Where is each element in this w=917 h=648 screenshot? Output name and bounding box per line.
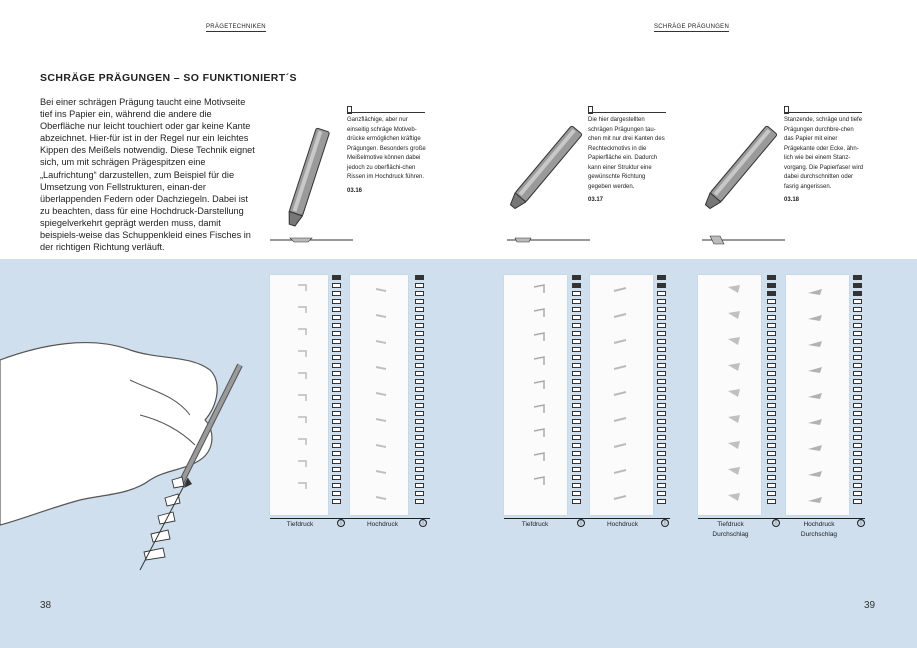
circle-t-icon: Ⓣ	[773, 520, 779, 526]
ruler-5	[766, 275, 777, 515]
caption-number: 03.18	[784, 197, 800, 203]
caption-number: 03.17	[588, 197, 604, 203]
chisel-tool-illustration-2	[505, 118, 595, 248]
baseline-rule-2	[504, 518, 670, 519]
paper-sample-hochdruck-1	[350, 275, 408, 515]
hand-holding-chisel-illustration	[0, 320, 250, 580]
caption-number: 03.16	[347, 187, 363, 194]
emboss-marks	[698, 275, 761, 515]
label-tiefdruck-1: Tiefdruck	[286, 521, 314, 528]
paper-sample-tiefdruck-1	[270, 275, 328, 515]
ruler-3	[571, 275, 582, 515]
page-number-right: 39	[864, 600, 876, 611]
baseline-rule-1	[270, 518, 430, 519]
caption-03-17	[588, 112, 668, 206]
page-number-left: 38	[40, 600, 52, 611]
caption-03-18	[784, 112, 864, 206]
chisel-tool-illustration-3	[700, 118, 790, 248]
label-line-2: Durchschlag	[712, 531, 749, 538]
paper-sample-tiefdruck-durchschlag	[698, 275, 761, 515]
running-head-right: SCHRÄGE PRÄGUNGEN	[654, 24, 730, 30]
paper-sample-hochdruck-2	[590, 275, 653, 515]
chisel-tool-illustration-1	[268, 118, 358, 248]
circle-t-icon: Ⓣ	[420, 520, 426, 526]
ruler-6	[852, 275, 863, 515]
emboss-marks	[786, 275, 849, 515]
running-head-left: PRÄGETECHNIKEN	[206, 24, 266, 30]
caption-rule	[588, 112, 666, 113]
circle-t-icon: Ⓣ	[858, 520, 864, 526]
label-hochdruck-durchschlag	[790, 521, 848, 538]
emboss-marks	[504, 275, 567, 515]
emboss-marks	[350, 275, 408, 515]
emboss-marks	[270, 275, 328, 515]
label-tiefdruck-2: Tiefdruck	[521, 521, 549, 528]
paper-sample-hochdruck-durchschlag	[786, 275, 849, 515]
label-line-1: Hochdruck	[803, 521, 835, 528]
ruler-2	[414, 275, 425, 515]
circle-t-icon: Ⓣ	[578, 520, 584, 526]
ruler-1	[331, 275, 342, 515]
caption-03-16	[347, 112, 427, 196]
label-hochdruck-2: Hochdruck	[606, 521, 639, 528]
caption-text: Ganzflächige, aber nur einseitig schräge Motiveb-drücke ermöglichen kräftige Prägungen. Besonders große Meißelmotive können dabei jedoch zu oberflächi-chen Rissen im Hochdruck führen.	[347, 117, 426, 180]
caption-rule	[347, 112, 425, 113]
ruler-4	[656, 275, 667, 515]
label-hochdruck-1: Hochdruck	[366, 521, 399, 528]
label-tiefdruck-durchschlag	[703, 521, 758, 538]
caption-text: Die hier dargestellten schrägen Prägungen tau-chen mit nur drei Kanten des Rechteckmotivs in die Papierfläche ein. Dadurch kann einer Struktur eine gewünschte Richtung gegeben werden.	[588, 117, 665, 190]
baseline-rule-3	[698, 518, 865, 519]
caption-rule	[784, 112, 862, 113]
caption-text: Stanzende, schräge und tiefe Prägungen durchbre-chen das Papier mit einer Prägekante oder Ecke, ähn-lich wie bei einem Stanz-vorgang. Die Papierfaser wird dabei durchschnitten oder fasrig angerissen.	[784, 117, 864, 190]
body-paragraph: Bei einer schrägen Prägung taucht eine Motivseite tief ins Papier ein, während die andere die Oberfläche nur leicht touchiert oder gar keine Kante abzeichnet. Hier-für ist in der Regel nur ein leichtes Kippen des Meißels notwendig. Diese Technik eignet sich, um mit schrägen Prägespitzen eine „Laufrichtung“ darzustellen, zum Beispiel für die Umsetzung von Fellstrukturen, einan-der überlappenden Federn oder Dachziegeln. Dabei ist zu beachten, dass für eine Hochdruck-Darstellung spiegelverkehrt geprägt werden muss, damit beispiels-weise das Schuppenkleid eines Fisches in der richtigen Richtung verläuft.	[40, 97, 255, 253]
label-line-1: Tiefdruck	[717, 521, 744, 528]
paper-sample-tiefdruck-2	[504, 275, 567, 515]
section-title: SCHRÄGE PRÄGUNGEN – SO FUNKTIONIERT´S	[40, 72, 297, 84]
circle-t-icon: Ⓣ	[338, 520, 344, 526]
circle-t-icon: Ⓣ	[662, 520, 668, 526]
label-line-2: Durchschlag	[800, 531, 838, 538]
emboss-marks	[590, 275, 653, 515]
